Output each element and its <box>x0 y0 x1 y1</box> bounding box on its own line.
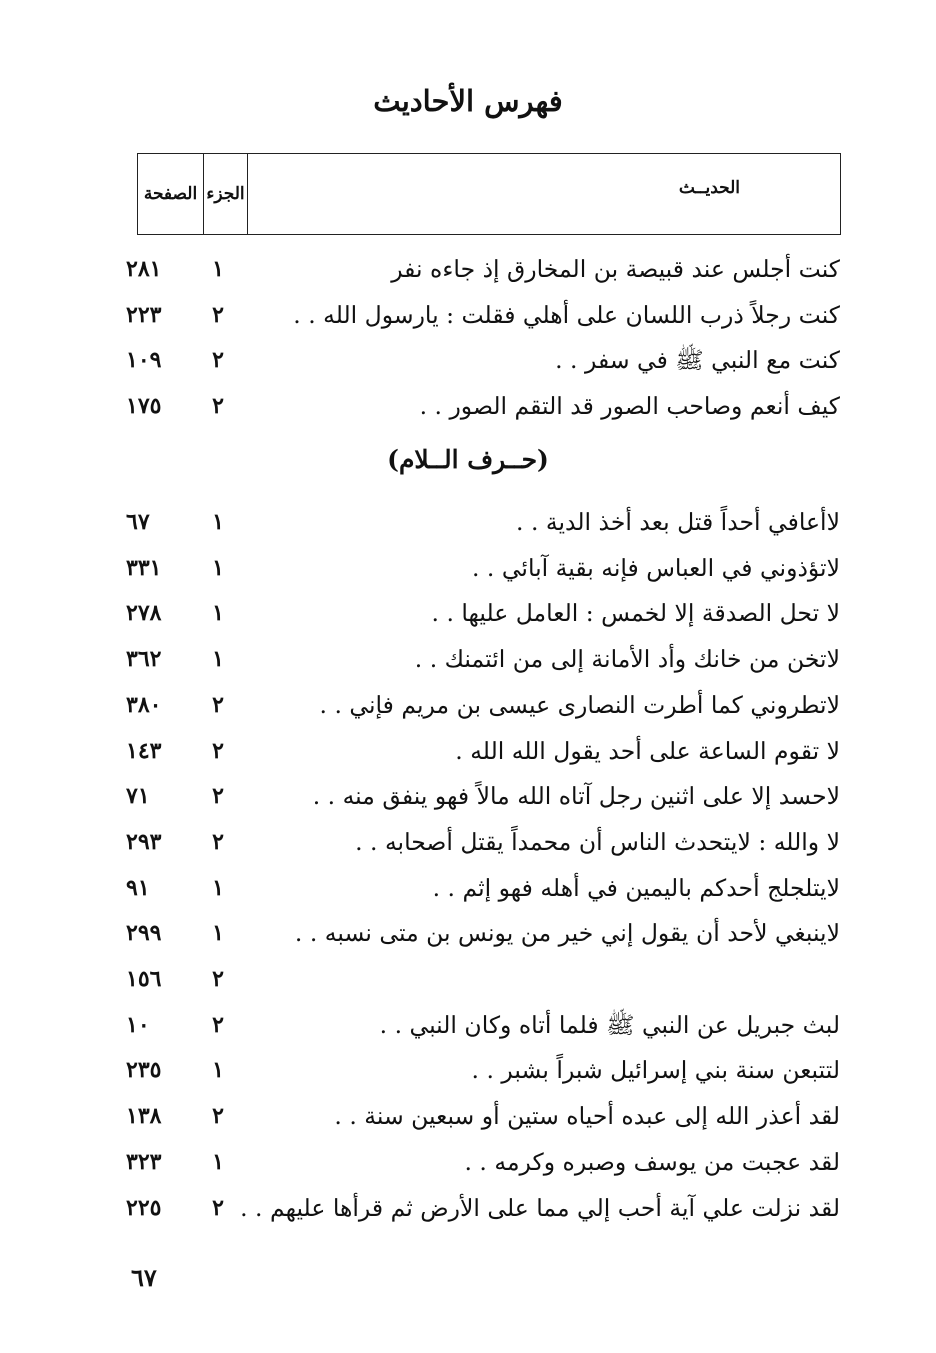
part-number: ٢ <box>212 1011 224 1038</box>
hadith-text: لايتلجلج أحدكم باليمين في أهله فهو إثم . . <box>432 873 840 902</box>
header-page-column: الصفحة <box>138 154 204 234</box>
table-row <box>0 247 936 291</box>
page-number: ٢٩٩ <box>126 920 162 947</box>
part-number: ٢ <box>212 1103 224 1130</box>
page-number: ١٤٣ <box>126 737 162 764</box>
part-number: ١ <box>212 256 224 282</box>
table-row <box>0 338 936 382</box>
hadith-text: كيف أنعم وصاحب الصور قد التقم الصور . . <box>419 391 840 420</box>
table-row <box>0 1048 936 1092</box>
hadith-text: لا تحل الصدقة إلا لخمس : العامل عليها . . <box>431 599 840 628</box>
part-number: ٢ <box>212 691 224 718</box>
table-row <box>0 820 936 864</box>
page-number: ٣٨٠ <box>126 691 162 718</box>
part-number: ٢ <box>212 783 224 810</box>
part-number: ١ <box>212 646 224 673</box>
part-number: ٢ <box>212 1194 224 1221</box>
page-number: ٣٢٣ <box>126 1148 162 1175</box>
table-row <box>0 546 936 590</box>
part-number: ٢ <box>212 737 224 764</box>
table-row <box>0 957 936 1001</box>
hadith-text: لاتطروني كما أطرت النصارى عيسى بن مريم فإني . . <box>319 690 840 719</box>
page-number: ٣٣١ <box>126 554 162 581</box>
section-title: (حــرف الــلام) <box>387 445 549 474</box>
header-part-column: الجزء <box>204 154 248 234</box>
table-row <box>0 1140 936 1184</box>
hadith-text: لاتخن من خانك وأد الأمانة إلى من ائتمنك . . <box>414 645 840 674</box>
table-row <box>0 774 936 818</box>
page-number: ١٥٦ <box>126 966 162 992</box>
hadith-text: لاينبغي لأحد أن يقول إني خير من يونس بن متى نسبه . . <box>294 919 840 948</box>
page-number: ٢٧٨ <box>126 600 162 627</box>
hadith-text: لا تقوم الساعة على أحد يقول الله الله . <box>455 736 840 765</box>
part-number: ٢ <box>212 966 224 992</box>
table-row <box>0 1003 936 1047</box>
table-row <box>0 1186 936 1230</box>
hadith-text: لا والله : لايتحدث الناس أن محمداً يقتل أصحابه . . <box>355 827 840 856</box>
table-row <box>0 911 936 955</box>
page-number: ٢٣٥ <box>126 1057 162 1084</box>
table-row <box>0 591 936 635</box>
part-number: ١ <box>212 874 224 901</box>
part-number: ١ <box>212 554 224 581</box>
hadith-text: لتتبعن سنة بني إسرائيل شبراً بشبر . . <box>471 1056 840 1085</box>
part-number: ٢ <box>212 301 224 328</box>
table-row <box>0 293 936 337</box>
page-number: ١٣٨ <box>126 1103 162 1130</box>
part-number: ٢ <box>212 392 224 419</box>
hadith-text: لقد أعذر الله إلى عبده أحياه ستين أو سبعين سنة . . <box>334 1102 840 1131</box>
page-number: ٧١ <box>126 783 150 810</box>
page-number: ٩١ <box>126 874 150 901</box>
page-number: ١٠ <box>126 1011 150 1038</box>
hadith-text: لقد عجبت من يوسف وصبره وكرمه . . <box>464 1147 840 1176</box>
hadith-text: لاأعافي أحداً قتل بعد أخذ الدية . . <box>516 508 840 536</box>
page-number: ٢٨١ <box>126 256 162 282</box>
hadith-text: لاحسد إلا على اثنين رجل آتاه الله مالاً فهو ينفق منه . . <box>312 782 840 811</box>
header-hadith-label: الحديــث <box>678 178 740 198</box>
part-number: ١ <box>212 600 224 627</box>
hadith-text: كنت مع النبي ﷺ في سفر . . <box>555 346 840 374</box>
part-number: ٢ <box>212 828 224 855</box>
page-title: فهرس الأحاديث <box>373 84 563 118</box>
table-row <box>0 637 936 681</box>
table-row <box>0 683 936 727</box>
hadith-text: لاتؤذوني في العباس فإنه بقية آبائي . . <box>471 553 840 582</box>
header-hadith-column <box>248 154 840 234</box>
part-number: ١ <box>212 509 224 535</box>
page-number: ١٠٩ <box>126 347 162 373</box>
page-number: ٦٧ <box>126 509 150 535</box>
part-number: ٢ <box>212 347 224 373</box>
part-number: ١ <box>212 920 224 947</box>
hadith-text: كنت أجلس عند قبيصة بن المخارق إذ جاءه نفر <box>391 255 840 283</box>
page-number: ٢٢٥ <box>126 1194 162 1221</box>
page-number: ٢٢٣ <box>126 301 162 328</box>
hadith-text <box>240 957 840 1001</box>
table-row <box>0 384 936 428</box>
table-header <box>137 153 841 235</box>
part-number: ١ <box>212 1148 224 1175</box>
table-row <box>0 866 936 910</box>
table-row <box>0 1094 936 1138</box>
page-number: ٣٦٢ <box>126 646 162 673</box>
table-row <box>0 500 936 544</box>
hadith-text: لقد نزلت علي آية أحب إلي مما على الأرض ثم قرأها عليهم . . <box>240 1193 840 1222</box>
table-row <box>0 729 936 773</box>
hadith-text: كنت رجلاً ذرب اللسان على أهلي فقلت : يارسول الله . . <box>293 300 840 329</box>
page-number: ١٧٥ <box>126 392 162 419</box>
part-number: ١ <box>212 1057 224 1084</box>
page-number: ٢٩٣ <box>126 828 162 855</box>
hadith-text: لبث جبريل عن النبي ﷺ فلما أتاه وكان النبي . . <box>379 1010 840 1039</box>
footer-page-number: ٦٧ <box>131 1263 157 1292</box>
